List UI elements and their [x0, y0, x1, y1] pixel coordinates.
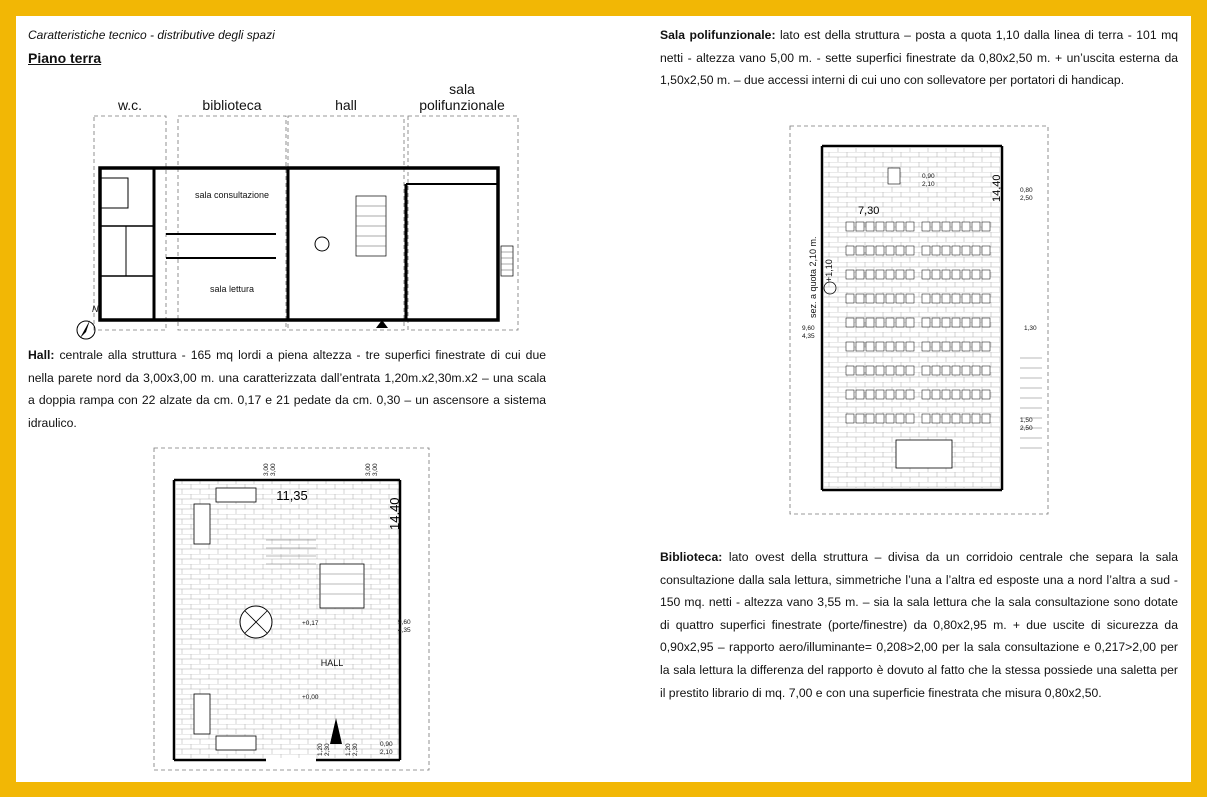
seat [972, 390, 980, 399]
seat [886, 414, 894, 423]
seat [972, 222, 980, 231]
seat [942, 390, 950, 399]
seat [886, 294, 894, 303]
seat [982, 270, 990, 279]
seat [962, 318, 970, 327]
seat [942, 318, 950, 327]
room-label-sala-consultazione: sala consultazione [194, 190, 270, 200]
seat [866, 246, 874, 255]
seat [896, 270, 904, 279]
sala-left-b: 4,35 [802, 333, 815, 340]
sala-section-label: sez. a quota 2,10 m. [808, 236, 818, 318]
seat [846, 366, 854, 375]
seat [962, 342, 970, 351]
seat [972, 246, 980, 255]
seat [932, 318, 940, 327]
seat [972, 294, 980, 303]
zone-label-hall: hall [335, 97, 357, 113]
seat [856, 342, 864, 351]
page-subtitle: Caratteristiche tecnico - distributive degli spazi [28, 28, 275, 42]
seat [896, 366, 904, 375]
seat [982, 414, 990, 423]
sala-exit-height: 2,50 [1020, 425, 1033, 432]
seat [866, 366, 874, 375]
seat [876, 366, 884, 375]
hall-room-label: HALL [320, 658, 344, 668]
seat [886, 318, 894, 327]
biblioteca-description-label: Biblioteca: [660, 550, 723, 564]
seat [886, 246, 894, 255]
seat [876, 318, 884, 327]
seat [886, 222, 894, 231]
seat [846, 270, 854, 279]
seat [906, 294, 914, 303]
seat [856, 414, 864, 423]
seat [942, 414, 950, 423]
seat [886, 270, 894, 279]
seat [962, 222, 970, 231]
sala-depth: 14,40 [991, 174, 1003, 202]
seat [952, 318, 960, 327]
seat [886, 342, 894, 351]
hall-width: 11,35 [276, 488, 308, 503]
seat [866, 318, 874, 327]
seat [962, 390, 970, 399]
seat [906, 390, 914, 399]
hall-level-upper: +0,17 [302, 620, 319, 627]
seat [952, 342, 960, 351]
seat [952, 222, 960, 231]
hall-door-2b: 2,30 [352, 743, 359, 756]
seat [856, 270, 864, 279]
hall-plan [146, 444, 436, 776]
zone-label-biblioteca: biblioteca [202, 97, 262, 113]
hall-door-1: 1,20 [317, 743, 324, 756]
seat [896, 294, 904, 303]
seat [886, 390, 894, 399]
seat [856, 222, 864, 231]
seat [922, 342, 930, 351]
zone-label-wc: w.c. [117, 97, 143, 113]
seat [866, 390, 874, 399]
hall-depth: 14,40 [387, 497, 402, 530]
hall-window-1b: 3,00 [270, 463, 277, 476]
seat [962, 294, 970, 303]
seat [906, 222, 914, 231]
hall-description-label: Hall: [28, 348, 55, 362]
seat [922, 222, 930, 231]
sala-level: +1,10 [824, 259, 834, 282]
north-arrow-icon [77, 304, 99, 339]
seat [856, 246, 864, 255]
seat [982, 366, 990, 375]
hall-window-2b: 3,00 [372, 463, 379, 476]
seat [876, 414, 884, 423]
seat [896, 222, 904, 231]
seat [906, 270, 914, 279]
seat [932, 366, 940, 375]
seat [952, 390, 960, 399]
seat [922, 270, 930, 279]
seat [972, 318, 980, 327]
seat [846, 390, 854, 399]
seat [922, 294, 930, 303]
seat [846, 414, 854, 423]
sala-window-width: 0,80 [1020, 187, 1033, 194]
seat [922, 318, 930, 327]
seat [876, 246, 884, 255]
seat [932, 222, 940, 231]
seat [896, 246, 904, 255]
seat [972, 270, 980, 279]
hall-exit-2: 2,10 [380, 749, 393, 756]
seat [856, 366, 864, 375]
seat [906, 414, 914, 423]
hall-exit-1: 0,90 [380, 741, 393, 748]
seat [876, 342, 884, 351]
seat [846, 246, 854, 255]
seat [932, 414, 940, 423]
sala-width: 7,30 [858, 205, 880, 217]
seat [942, 294, 950, 303]
seat [972, 366, 980, 375]
seat [922, 366, 930, 375]
hall-door-2: 1,20 [345, 743, 352, 756]
sala-door-height: 2,10 [922, 181, 935, 188]
sala-window-height: 2,50 [1020, 195, 1033, 202]
seat [856, 318, 864, 327]
seat [896, 318, 904, 327]
seat [932, 342, 940, 351]
seat [876, 294, 884, 303]
sala-description-label: Sala polifunzionale: [660, 28, 776, 42]
room-label-sala-lettura: sala lettura [209, 284, 255, 294]
north-label: N [92, 304, 99, 314]
seat [982, 246, 990, 255]
sala-left-a: 9,60 [802, 325, 815, 332]
seat [906, 318, 914, 327]
seat [866, 414, 874, 423]
seat [876, 222, 884, 231]
sala-height-right: 1,30 [1024, 325, 1037, 332]
seat [962, 366, 970, 375]
seat [982, 342, 990, 351]
seat [982, 222, 990, 231]
seat [942, 342, 950, 351]
zone-label-sala: sala [449, 81, 475, 97]
seat [952, 366, 960, 375]
seat [866, 270, 874, 279]
sala-door-width: 0,90 [922, 173, 935, 180]
zone-label-polifunzionale: polifunzionale [419, 97, 505, 113]
seat [922, 414, 930, 423]
seat [982, 318, 990, 327]
biblioteca-description-body: lato ovest della struttura – divisa da un corridoio centrale che separa la sala consultazione dalla sala lettura, simmetriche l’una a l’altra ed esposte una a nord l’altra a sud - 150 mq. netti - altezza vano 3,55 m. – sia la sala lettura che la sala consultazione sono dotate di quattro superfici finestrate (porte/finestre) da 0,80x2,95 m. + due uscite di sicurezza da 0,90x2,95 – rapporto aero/illuminante= 0,208>2,00 per la sala consultazione e 0,217>2,00 per la sala lettura la differenza del rapporto è dovuto al fatto che la stessa possiede una saletta per il prestito librario di mq. 7,00 e con una superficie finestrata che misura 0,80x2,50. [660, 550, 1178, 700]
seat [942, 366, 950, 375]
seat [922, 246, 930, 255]
seat [972, 342, 980, 351]
seat [856, 390, 864, 399]
seat [922, 390, 930, 399]
ground-floor-plan [56, 76, 556, 346]
seat [906, 366, 914, 375]
sala-plan [784, 122, 1054, 518]
seat [952, 414, 960, 423]
seat [846, 342, 854, 351]
seat [952, 270, 960, 279]
seat [962, 270, 970, 279]
seat [876, 390, 884, 399]
seat [952, 294, 960, 303]
seat [866, 342, 874, 351]
hall-description-body: centrale alla struttura - 165 mq lordi a piena altezza - tre superfici finestrate di cui due nella parete nord da 3,00x3,00 m. una caratterizzata dall’entrata 1,20m.x2,30m.x2 – una scala a doppia rampa con 22 alzate da cm. 0,17 e 21 pedate da cm. 0,30 – un ascensore a sistema idraulico. [28, 348, 546, 430]
seat [972, 414, 980, 423]
seat [962, 246, 970, 255]
seat [982, 294, 990, 303]
seat [846, 318, 854, 327]
seat [932, 270, 940, 279]
biblioteca-description [660, 546, 1178, 704]
hall-side-1: 9,60 [398, 619, 411, 626]
seat [942, 270, 950, 279]
hall-side-2: 4,35 [398, 627, 411, 634]
sala-description [660, 24, 1178, 92]
hall-level-lower: +0,00 [302, 694, 319, 701]
seat [952, 246, 960, 255]
seat [866, 294, 874, 303]
seat [962, 414, 970, 423]
seat [932, 294, 940, 303]
seat [896, 414, 904, 423]
seat [896, 342, 904, 351]
seat [846, 222, 854, 231]
seat [886, 366, 894, 375]
seat [896, 390, 904, 399]
sala-description-body: lato est della struttura – posta a quota 1,10 dalla linea di terra - 101 mq netti - altezza vano 5,00 m. - sette superfici finestrate da 0,80x2,50 m. + un’uscita esterna da 1,50x2,50 m. – due accessi interni di cui uno con sollevatore per portatori di handicap. [660, 28, 1178, 88]
seat [906, 246, 914, 255]
seat [866, 222, 874, 231]
seat [982, 390, 990, 399]
hall-description [28, 344, 546, 434]
page-sheet [16, 16, 1191, 782]
sala-exit-width: 1,50 [1020, 417, 1033, 424]
seat [932, 246, 940, 255]
seat [942, 222, 950, 231]
seat [876, 270, 884, 279]
seat [846, 294, 854, 303]
seat [942, 246, 950, 255]
hall-window-2: 3,00 [365, 463, 372, 476]
page-title: Piano terra [28, 50, 102, 66]
seat [856, 294, 864, 303]
hall-window-1: 3,00 [263, 463, 270, 476]
hall-door-1b: 2,30 [324, 743, 331, 756]
seat [906, 342, 914, 351]
seat [932, 390, 940, 399]
